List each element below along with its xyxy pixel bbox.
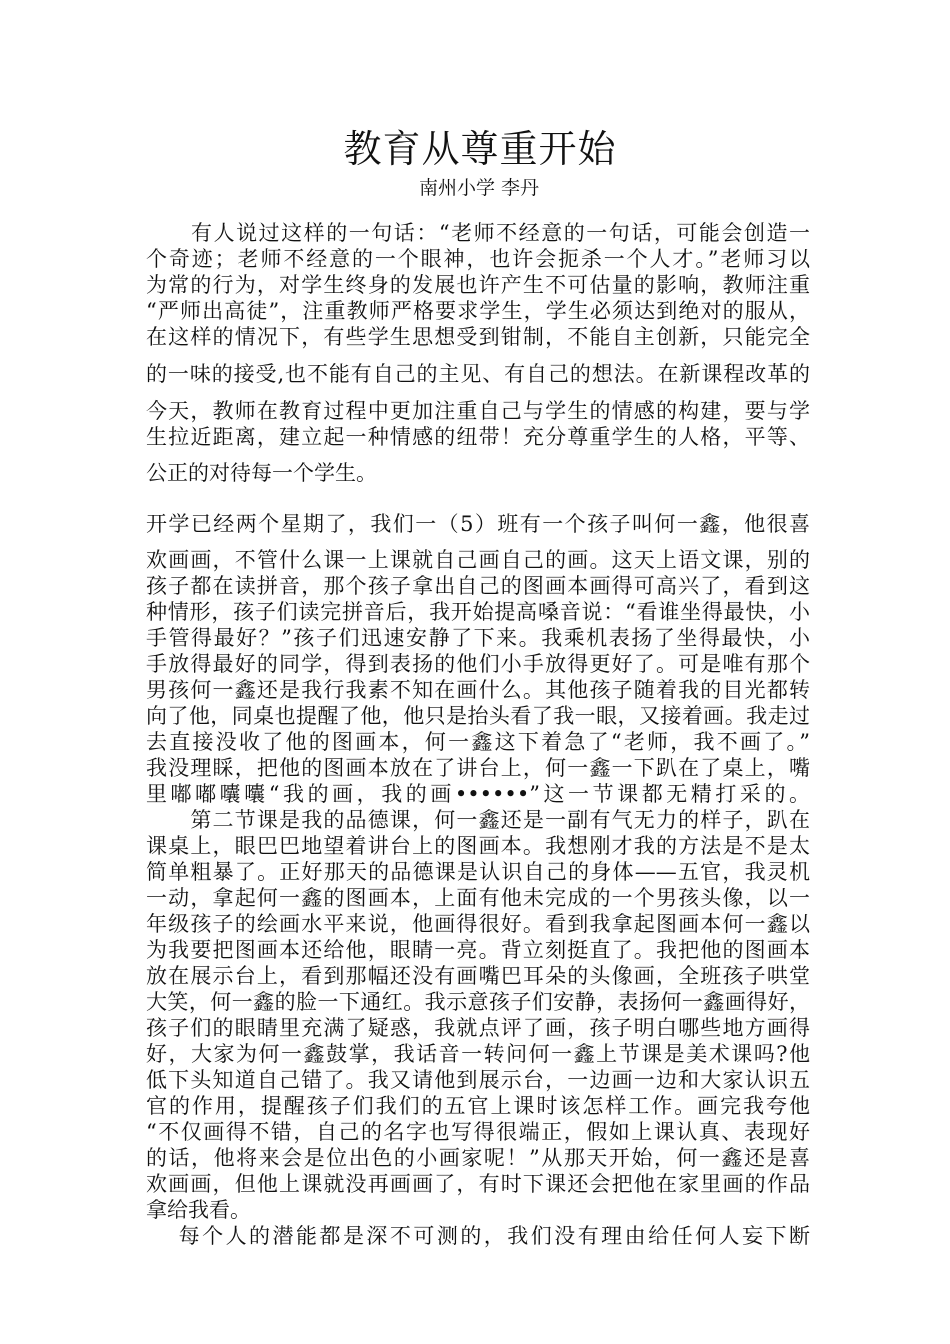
body-line: 孩子们的眼睛里充满了疑惑，我就点评了画，孩子明白哪些地方画得 xyxy=(146,1016,810,1040)
body-line: 低下头知道自己错了。我又请他到展示台，一边画一边和大家认识五 xyxy=(146,1068,810,1092)
body-line: “不仅画得不错，自己的名字也写得很端正，假如上课认真、表现好 xyxy=(146,1120,810,1144)
body-line: 开学已经两个星期了，我们一（5）班有一个孩子叫何一鑫，他很喜 xyxy=(146,512,810,536)
body-line: 欢画画，但他上课就没再画画了，有时下课还会把他在家里画的作品 xyxy=(146,1172,810,1196)
body-line: 生拉近距离，建立起一种情感的纽带！充分尊重学生的人格，平等、 xyxy=(146,425,810,449)
body-line: 公正的对待每一个学生。 xyxy=(146,461,377,485)
body-line: 手管得最好？”孩子们迅速安静了下来。我乘机表扬了坐得最快，小 xyxy=(146,626,810,650)
body-line: 每个人的潜能都是深不可测的，我们没有理由给任何人妄下断 xyxy=(146,1224,810,1248)
body-line: 在这样的情况下，有些学生思想受到钳制，不能自主创新，只能完全 xyxy=(146,325,810,349)
body-line: 大笑，何一鑫的脸一下通红。我示意孩子们安静，表扬何一鑫画得好， xyxy=(146,990,810,1014)
body-line: 男孩何一鑫还是我行我素不知在画什么。其他孩子随着我的目光都转 xyxy=(146,678,810,702)
body-line: 拿给我看。 xyxy=(146,1198,251,1222)
body-line: 欢画画，不管什么课一上课就自己画自己的画。这天上语文课，别的 xyxy=(146,548,810,572)
document-author: 南州小学 李丹 xyxy=(418,177,540,199)
body-line: 向了他，同桌也提醒了他，他只是抬头看了我一眼，又接着画。我走过 xyxy=(146,704,810,728)
body-line: 的一味的接受,也不能有自己的主见、有自己的想法。在新课程改革的 xyxy=(146,362,810,386)
body-line: “严师出高徒”，注重教师严格要求学生，学生必须达到绝对的服从， xyxy=(146,299,810,323)
body-line: 去直接没收了他的图画本，何一鑫这下着急了“老师，我不画了。” xyxy=(146,730,810,754)
body-line: 课桌上，眼巴巴地望着讲台上的图画本。我想刚才我的方法是不是太 xyxy=(146,834,810,858)
body-line: 孩子都在读拼音，那个孩子拿出自己的图画本画得可高兴了，看到这 xyxy=(146,574,810,598)
body-line: 放在展示台上，看到那幅还没有画嘴巴耳朵的头像画，全班孩子哄堂 xyxy=(146,964,810,988)
body-line: 简单粗暴了。正好那天的品德课是认识自己的身体——五官，我灵机 xyxy=(146,860,810,884)
body-line: 为我要把图画本还给他，眼睛一亮。背立刻挺直了。我把他的图画本 xyxy=(146,938,810,962)
body-line: 一动，拿起何一鑫的图画本，上面有他未完成的一个男孩头像，以一 xyxy=(146,886,810,910)
body-line: 有人说过这样的一句话：“老师不经意的一句话，可能会创造一 xyxy=(146,221,810,245)
body-line: 种情形，孩子们读完拼音后，我开始提高嗓音说：“看谁坐得最快，小 xyxy=(146,600,810,624)
body-line: 个奇迹；老师不经意的一个眼神，也许会扼杀一个人才。”老师习以 xyxy=(146,247,810,271)
body-line: 第二节课是我的品德课，何一鑫还是一副有气无力的样子，趴在 xyxy=(146,808,810,832)
body-line: 为常的行为，对学生终身的发展也许产生不可估量的影响，教师注重 xyxy=(146,273,810,297)
body-line: 今天，教师在教育过程中更加注重自己与学生的情感的构建，要与学 xyxy=(146,399,810,423)
document-title: 教育从尊重开始 xyxy=(343,127,617,171)
body-line: 年级孩子的绘画水平来说，他画得很好。看到我拿起图画本何一鑫以 xyxy=(146,912,810,936)
body-line: 里嘟嘟囔囔“我的画，我的画••••••”这一节课都无精打采的。 xyxy=(146,782,810,806)
body-line: 手放得最好的同学，得到表扬的他们小手放得更好了。可是唯有那个 xyxy=(146,652,810,676)
body-line: 好，大家为何一鑫鼓掌，我话音一转问何一鑫上节课是美术课吗?他 xyxy=(146,1042,810,1066)
body-line: 官的作用，提醒孩子们我们的五官上课时该怎样工作。画完我夸他 xyxy=(146,1094,810,1118)
body-line: 的话，他将来会是位出色的小画家呢！”从那天开始，何一鑫还是喜 xyxy=(146,1146,810,1170)
body-line: 我没理睬，把他的图画本放在了讲台上，何一鑫一下趴在了桌上，嘴 xyxy=(146,756,810,780)
